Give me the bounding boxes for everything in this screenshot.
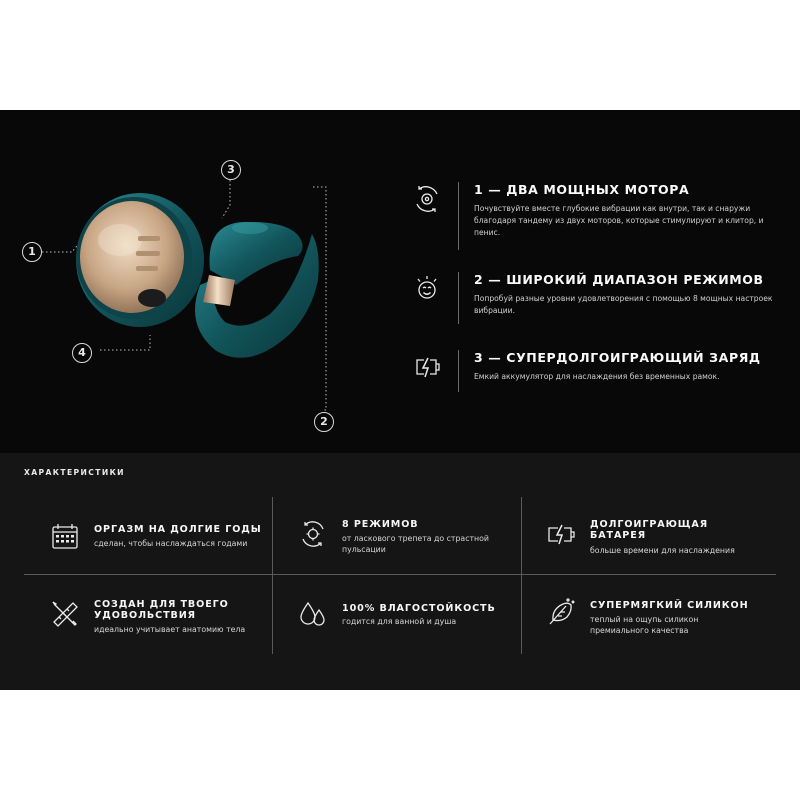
feature-divider [458, 182, 459, 250]
characteristic-item [546, 597, 786, 667]
characteristic-description: теплый на ощупь силикон премиального качества [590, 615, 699, 635]
characteristic-description: больше времени для наслаждения [590, 546, 735, 555]
characteristic-item [298, 519, 538, 589]
feature-battery [410, 350, 780, 394]
water-drops-icon [298, 599, 328, 629]
product-illustration [0, 110, 380, 453]
feature-motors [410, 182, 780, 242]
feature-divider [458, 350, 459, 392]
feature-description: Попробуй разные уровни удовлетворения с помощью 8 мощных настроек вибрации. [474, 294, 773, 315]
characteristics-section [0, 453, 800, 690]
calendar-icon [50, 521, 80, 551]
battery-icon [410, 350, 444, 384]
callout-3: 3 [221, 160, 241, 180]
feature-divider [458, 272, 459, 324]
feature-description: Почувствуйте вместе глубокие вибрации как внутри, так и снаружи благодаря тандему из двух моторов, которые стимулируют и клитор, и пенис. [474, 204, 764, 237]
product-features-section [0, 110, 800, 453]
callout-2: 2 [314, 412, 334, 432]
characteristic-description: идеально учитывает анатомию тела [94, 625, 246, 634]
characteristic-description: от ласкового трепета до страстной пульсации [342, 534, 489, 554]
feature-title: 1 — ДВА МОЩНЫХ МОТОРА [474, 182, 690, 197]
characteristic-item [50, 599, 290, 669]
feature-title: 2 — ШИРОКИЙ ДИАПАЗОН РЕЖИМОВ [474, 272, 764, 287]
battery-icon [546, 519, 576, 549]
characteristic-description: сделан, чтобы наслаждаться годами [94, 539, 248, 548]
characteristic-title: 8 РЕЖИМОВ [342, 519, 419, 530]
characteristic-description: годится для ванной и душа [342, 617, 457, 626]
characteristics-heading: ХАРАКТЕРИСТИКИ [24, 468, 125, 477]
feature-description: Емкий аккумулятор для наслаждения без временных рамок. [474, 372, 720, 381]
pencil-ruler-icon [50, 599, 80, 629]
feature-modes [410, 272, 780, 324]
characteristic-item [298, 599, 538, 669]
characteristic-title: СУПЕРМЯГКИЙ СИЛИКОН [590, 600, 749, 611]
feather-icon [546, 597, 576, 627]
characteristic-title: ОРГАЗМ НА ДОЛГИЕ ГОДЫ [94, 524, 262, 535]
characteristic-title: ДОЛГОИГРАЮЩАЯ БАТАРЕЯ [590, 519, 709, 541]
characteristic-item [50, 521, 290, 591]
callout-4: 4 [72, 343, 92, 363]
modes-gear-icon [298, 519, 328, 549]
product-image [0, 110, 380, 453]
characteristic-title: СОЗДАН ДЛЯ ТВОЕГО УДОВОЛЬСТВИЯ [94, 599, 229, 621]
callout-1: 1 [22, 242, 42, 262]
characteristic-title: 100% ВЛАГОСТОЙКОСТЬ [342, 603, 496, 614]
feature-title: 3 — СУПЕРДОЛГОИГРАЮЩИЙ ЗАРЯД [474, 350, 761, 365]
smiley-icon [410, 272, 444, 306]
motor-icon [410, 182, 444, 216]
characteristic-item [546, 519, 786, 589]
